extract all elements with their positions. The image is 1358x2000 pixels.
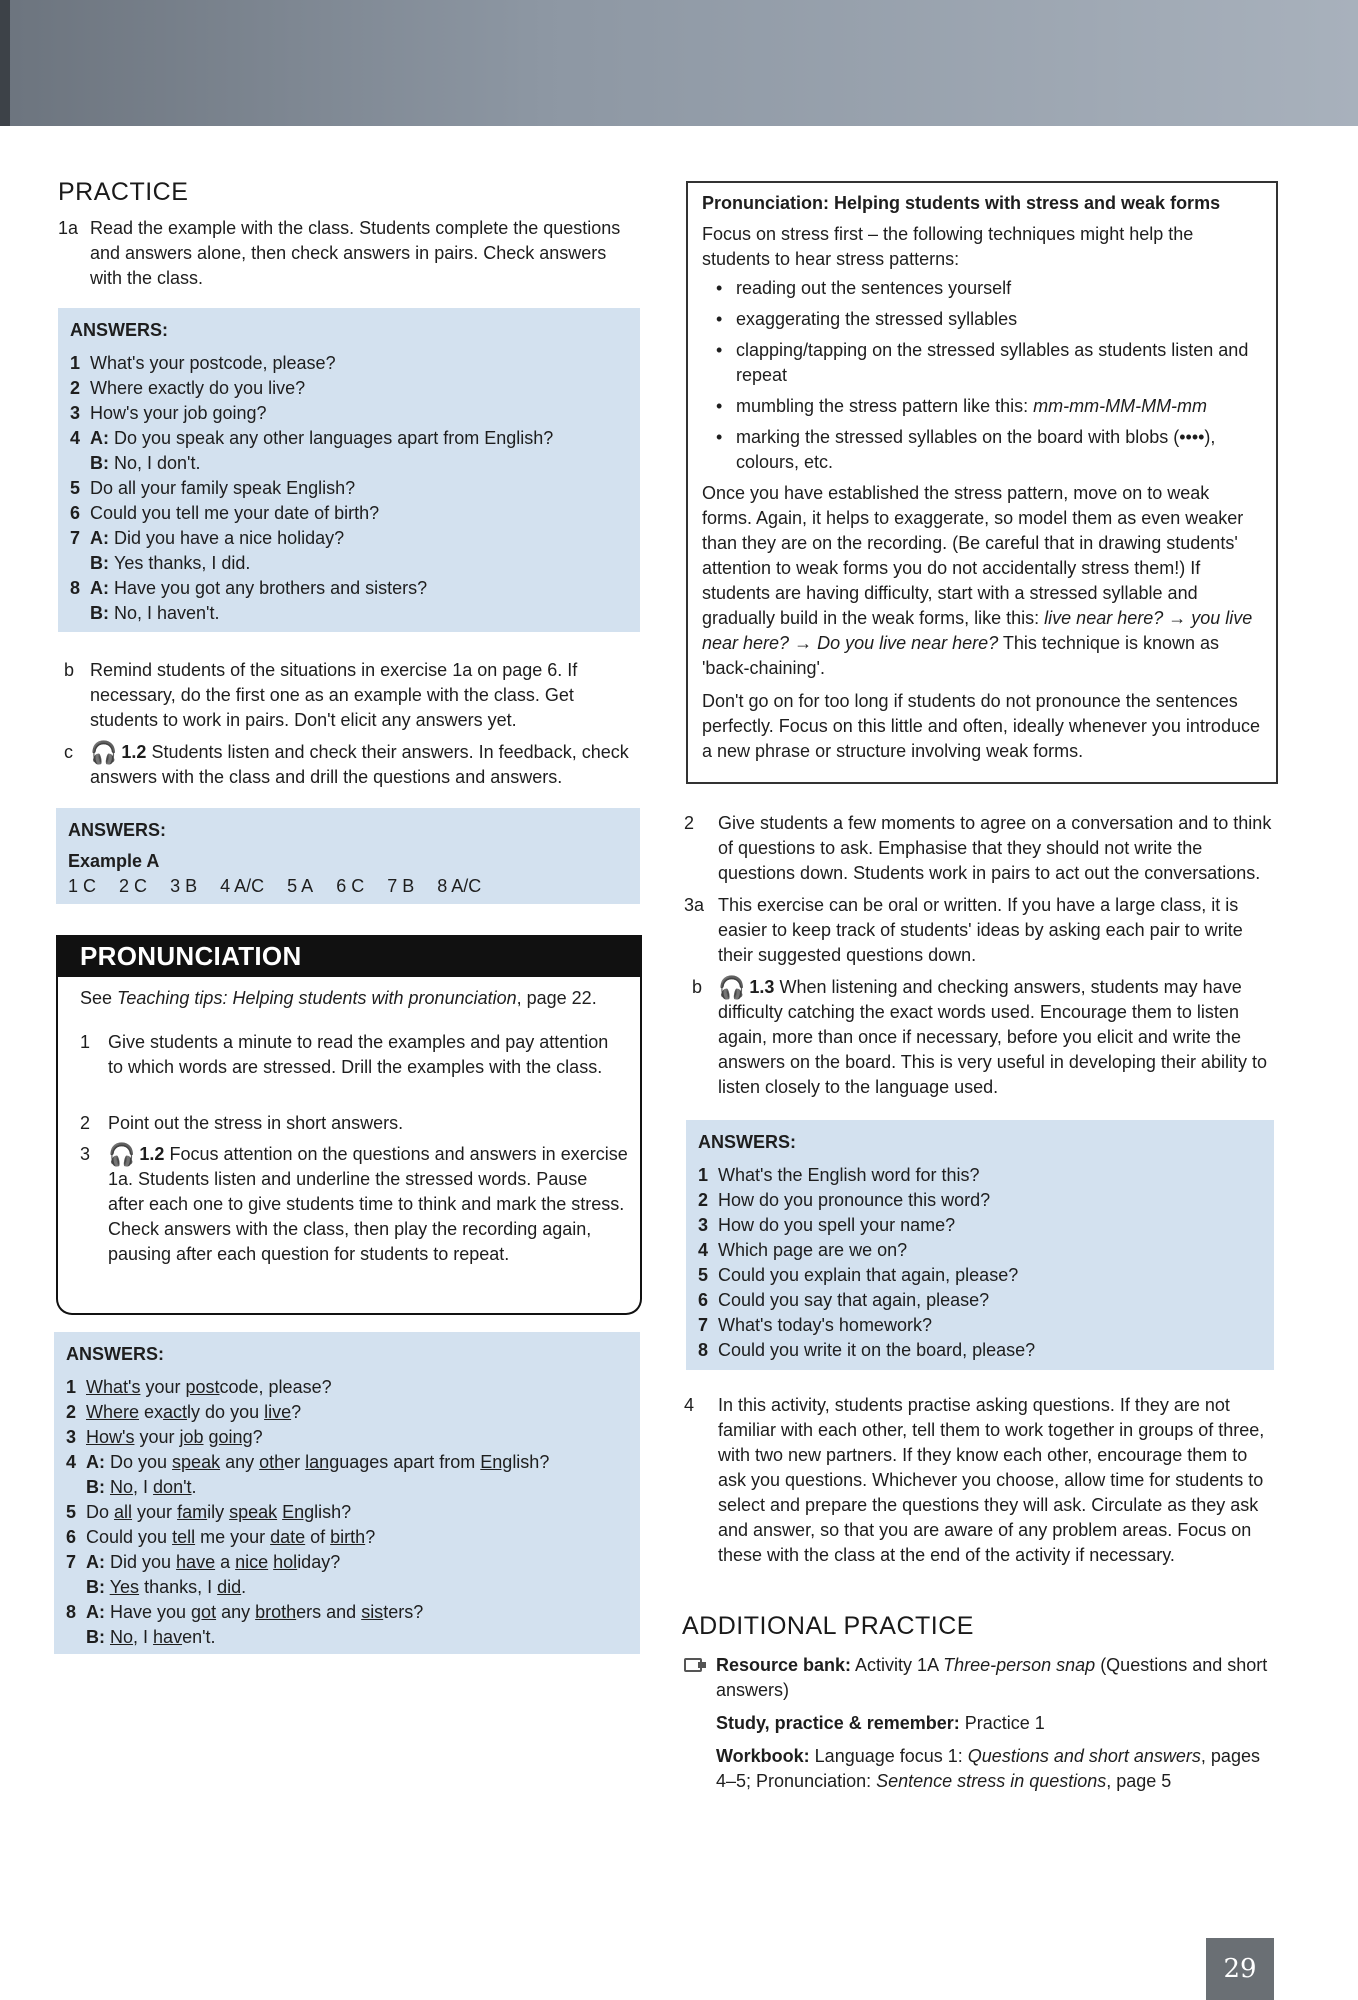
list-item: • exaggerating the stressed syllables <box>714 307 1262 332</box>
workbook-item: Workbook: Language focus 1: Questions and short answers, pages 4–5; Pronunciation: Sentence stress in questions, page 5 <box>716 1746 1260 1791</box>
headphones-icon: 🎧 <box>90 740 118 765</box>
resource-bank-item: Resource bank: Activity 1A Three-person snap (Questions and short answers) <box>682 1653 1276 1703</box>
list-item: 1 What's the English word for this? <box>698 1165 980 1185</box>
exercise-text: Remind students of the situations in exercise 1a on page 6. If necessary, do the first one as an example with the class. Get students to work in pairs. Don't elicit any answers yet. <box>90 660 578 730</box>
exercise-3b: b 🎧 1.3 When listening and checking answers, students may have difficulty catching the exact words used. Encourage them to listen again, more than once if necessary, before you elicit and write the answers on the board. This is very useful in developing their ability to listen closely to the language used. <box>692 975 1267 1097</box>
exercise-4: 4 In this activity, students practise asking questions. If they are not familiar with each other, tell them to work together in groups of three, with two new partners. If they know each other, encourage them to ask you questions. Whichever you choose, allow time for students to select and prepare the questions they will ask. Circulate as they ask and answer, so that you are aware of any problem areas. Focus on these with the class at the end of the activity if necessary. <box>684 1395 1265 1565</box>
pronunciation-item-1: 1 Give students a minute to read the examples and pay attention to which words are stressed. Drill the examples with the class. <box>80 1032 609 1077</box>
list-item: 4 A: Do you speak any other languages apart from English? B: No, I don't. <box>66 1452 550 1497</box>
pronunciation-item-2: 2 Point out the stress in short answers. <box>80 1113 404 1133</box>
answers-heading: ANSWERS: <box>70 320 168 340</box>
list-item: 5 Do all your family speak English? <box>70 478 356 498</box>
exercise-number: 1a <box>58 218 79 238</box>
answers-row: 1 C 2 C 3 B 4 A/C 5 A 6 C 7 B 8 A/C <box>68 876 482 896</box>
page-number: 29 <box>1206 1938 1274 2000</box>
list-item: 6 Could you tell me your date of birth? <box>70 503 380 523</box>
track-number: 1.3 <box>749 977 775 997</box>
exercise-text: Students listen and check their answers. In feedback, check answers with the class and drill the questions and answers. <box>90 742 629 787</box>
exercise-1b <box>64 658 640 733</box>
pronunciation-heading: PRONUNCIATION <box>56 935 642 977</box>
list-item: 2 Where exactly do you live? <box>66 1402 302 1422</box>
list-item: 3 How do you spell your name? <box>698 1215 956 1235</box>
list-item: 7 A: Did you have a nice holiday? B: Yes thanks, I did. <box>70 528 345 573</box>
list-item: 2 How do you pronounce this word? <box>698 1190 991 1210</box>
answers-list <box>66 1375 628 1650</box>
exercise-3a: 3a This exercise can be oral or written. If you have a large class, it is easier to keep track of students' ideas by asking each pair to write their suggested questions down. <box>684 895 1243 965</box>
resource-bank-icon <box>684 1658 702 1672</box>
list-item: 6 Could you tell me your date of birth? <box>66 1527 376 1547</box>
answers-heading: ANSWERS: <box>68 820 166 840</box>
tip-paragraph-1: Once you have established the stress pattern, move on to weak forms. Again, it helps to exaggerate, so model them as even weaker than they are on the recording. (Be careful that in drawing students' attention to weak forms you do not accidentally stress them!) If students are having difficulty, start with a stressed syllable and gradually build in the weak forms, like this: live near here? → you live near here? → Do you live near here? This technique is known as 'back-chaining'. <box>702 483 1253 678</box>
answers-heading: ANSWERS: <box>66 1344 164 1364</box>
list-item: 1 What's your postcode, please? <box>70 353 336 373</box>
answers-list <box>698 1163 1262 1363</box>
pronunciation-item-3: 3 🎧 1.2 Focus attention on the questions and answers in exercise 1a. Students listen and underline the stressed words. Pause after each one to give students time to think and mark the stress. Check answers with the class, then play the recording again, pausing after each question for students to repeat. <box>80 1142 628 1264</box>
answers-list <box>70 351 628 626</box>
answers-heading: ANSWERS: <box>698 1132 796 1152</box>
list-item: 6 Could you say that again, please? <box>698 1290 990 1310</box>
headphones-icon: 🎧 <box>108 1142 136 1167</box>
list-item: • clapping/tapping on the stressed syllables as students listen and repeat <box>714 338 1262 388</box>
additional-practice-list <box>682 1653 1276 1794</box>
list-item: • reading out the sentences yourself <box>714 276 1262 301</box>
tip-title: Pronunciation: Helping students with stress and weak forms <box>702 193 1221 213</box>
answers-box-2 <box>56 808 640 904</box>
list-item: 8 A: Have you got any brothers and sisters? B: No, I haven't. <box>70 578 428 623</box>
exercise-number: b <box>64 660 75 680</box>
additional-practice-heading: ADDITIONAL PRACTICE <box>682 1612 974 1640</box>
tip-bullets <box>714 276 1262 475</box>
answers-example: Example A <box>68 851 160 871</box>
list-item: • marking the stressed syllables on the board with blobs (••••), colours, etc. <box>714 425 1262 475</box>
list-item: 2 Where exactly do you live? <box>70 378 306 398</box>
tip-intro: Focus on stress first – the following techniques might help the students to hear stress patterns: <box>702 224 1194 269</box>
track-number: 1.2 <box>139 1144 165 1164</box>
list-item: 5 Do all your family speak English? <box>66 1502 352 1522</box>
study-practice-item: Study, practice & remember: Practice 1 <box>716 1713 1045 1733</box>
exercise-number: c <box>64 742 73 762</box>
list-item: 7 A: Did you have a nice holiday? B: Yes thanks, I did. <box>66 1552 341 1597</box>
list-item: 3 How's your job going? <box>66 1427 263 1447</box>
list-item: • mumbling the stress pattern like this: mm-mm-MM-MM-mm <box>714 394 1262 419</box>
list-item: 3 How's your job going? <box>70 403 267 423</box>
exercise-1a <box>58 216 640 291</box>
answers-box-3 <box>54 1332 640 1654</box>
list-item: 1 What's your postcode, please? <box>66 1377 332 1397</box>
pronunciation-tip-box <box>686 181 1278 784</box>
exercise-1c <box>64 740 640 790</box>
list-item: 4 Which page are we on? <box>698 1240 908 1260</box>
answers-box-4 <box>686 1120 1274 1370</box>
list-item: 8 A: Have you got any brothers and sisters? B: No, I haven't. <box>66 1602 424 1647</box>
list-item: 4 A: Do you speak any other languages apart from English? B: No, I don't. <box>70 428 554 473</box>
list-item: 5 Could you explain that again, please? <box>698 1265 1019 1285</box>
list-item: 7 What's today's homework? <box>698 1315 932 1335</box>
exercise-text: Read the example with the class. Students complete the questions and answers alone, then check answers in pairs. Check answers with the class. <box>90 218 621 288</box>
list-item: 8 Could you write it on the board, please? <box>698 1340 1036 1360</box>
headphones-icon: 🎧 <box>718 975 746 1000</box>
top-banner <box>0 0 1358 126</box>
pronunciation-see: See Teaching tips: Helping students with pronunciation, page 22. <box>80 988 597 1008</box>
tip-paragraph-2: Don't go on for too long if students do not pronounce the sentences perfectly. Focus on this little and often, ideally whenever you introduce a new phrase or structure involving weak forms. <box>702 691 1260 761</box>
track-number: 1.2 <box>121 742 147 762</box>
exercise-2: 2 Give students a few moments to agree on a conversation and to think of questions to ask. Emphasise that they should not write the questions down. Students work in pairs to act out the conversations. <box>684 813 1272 883</box>
answers-box-1 <box>58 308 640 632</box>
practice-heading: PRACTICE <box>58 178 189 206</box>
top-banner-edge <box>0 0 10 126</box>
